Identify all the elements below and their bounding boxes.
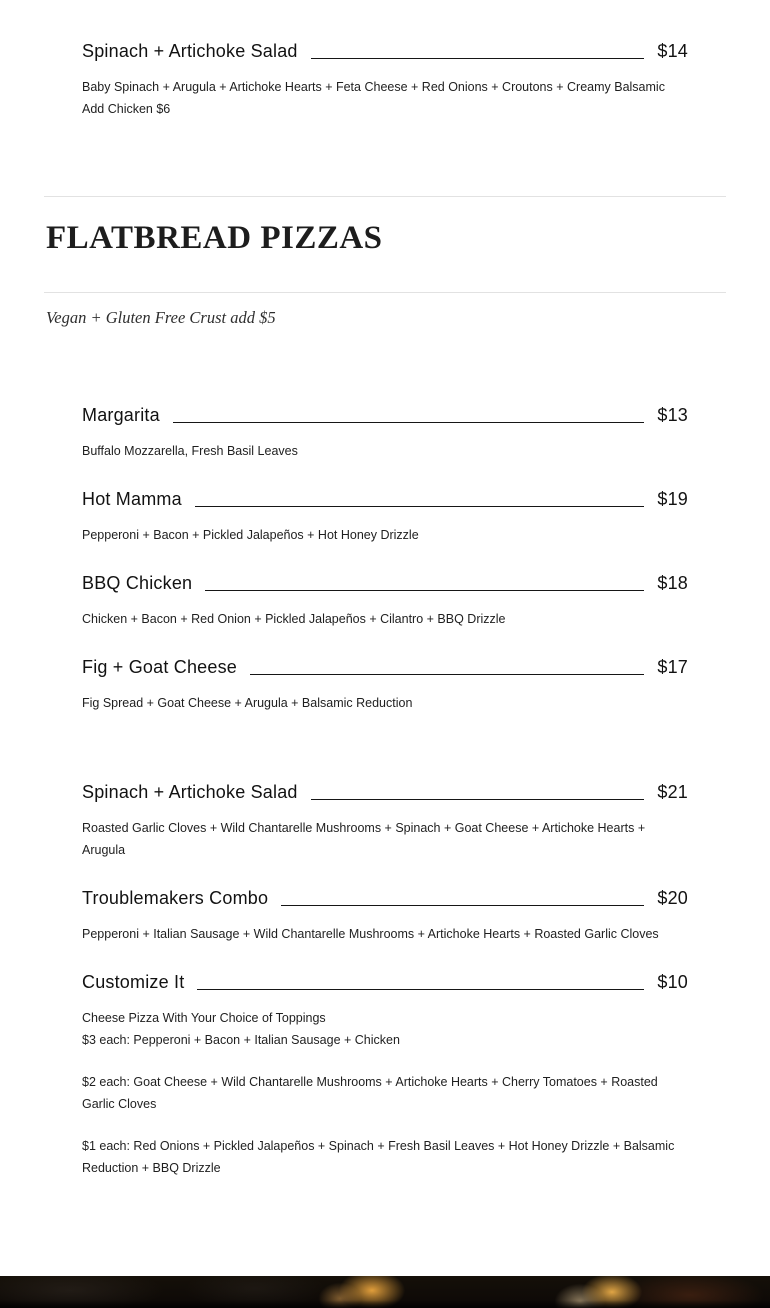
item-description	[82, 608, 682, 630]
menu-item-header	[82, 971, 688, 994]
item-description	[82, 1007, 682, 1179]
item-price: $21	[657, 782, 688, 802]
leader-line	[173, 422, 645, 423]
menu-item-header	[82, 656, 688, 679]
item-price: $17	[657, 657, 688, 677]
item-price: $10	[657, 972, 688, 992]
menu-item	[82, 40, 688, 120]
description-paragraph	[82, 76, 682, 120]
menu-item	[82, 781, 688, 861]
leader-line	[311, 799, 645, 800]
item-name: Hot Mamma	[82, 489, 182, 509]
description-line: Fig Spread + Goat Cheese + Arugula + Balsamic Reduction	[82, 696, 413, 710]
item-name: Troublemakers Combo	[82, 888, 269, 908]
menu-item-header	[82, 572, 688, 595]
item-price: $19	[657, 489, 688, 509]
item-description	[82, 923, 682, 945]
menu-item-header	[82, 404, 688, 427]
item-description	[82, 440, 682, 462]
item-name: Margarita	[82, 405, 160, 425]
description-line: $3 each: Pepperoni + Bacon + Italian Sausage + Chicken	[82, 1033, 400, 1047]
menu-item	[82, 971, 688, 1179]
flatbread-items-specialty	[82, 781, 726, 1179]
item-name: BBQ Chicken	[82, 573, 193, 593]
description-paragraph	[82, 1071, 682, 1115]
section-divider	[44, 196, 726, 197]
description-line: $2 each: Goat Cheese + Wild Chantarelle Mushrooms + Artichoke Hearts + Cherry Tomatoes + Roasted Garlic Cloves	[82, 1075, 658, 1111]
description-line: $1 each: Red Onions + Pickled Jalapeños + Spinach + Fresh Basil Leaves + Hot Honey Drizzle + Balsamic Reduction + BBQ Drizzle	[82, 1139, 675, 1175]
item-price: $13	[657, 405, 688, 425]
description-line: Roasted Garlic Cloves + Wild Chantarelle Mushrooms + Spinach + Goat Cheese + Artichoke Hearts + Arugula	[82, 821, 646, 857]
flatbread-items-main	[82, 404, 726, 714]
description-paragraph	[82, 524, 682, 546]
description-paragraph	[82, 692, 682, 714]
description-paragraph	[82, 923, 682, 945]
section-title: FLATBREAD PIZZAS	[46, 220, 383, 256]
item-description	[82, 817, 682, 861]
description-line: Baby Spinach + Arugula + Artichoke Hearts + Feta Cheese + Red Onions + Croutons + Creamy Balsamic	[82, 80, 665, 94]
item-price: $18	[657, 573, 688, 593]
menu-item	[82, 887, 688, 945]
description-paragraph	[82, 1007, 682, 1051]
item-description	[82, 692, 682, 714]
description-paragraph	[82, 440, 682, 462]
item-name: Spinach + Artichoke Salad	[82, 41, 298, 61]
description-paragraph	[82, 817, 682, 861]
description-paragraph	[82, 608, 682, 630]
menu-item-header	[82, 40, 688, 63]
menu-item	[82, 488, 688, 546]
leader-line	[195, 506, 645, 507]
description-line: Cheese Pizza With Your Choice of Toppings	[82, 1011, 326, 1025]
section-divider	[44, 292, 726, 293]
menu-item-header	[82, 488, 688, 511]
footer-photo-bokeh	[0, 1276, 770, 1308]
description-line: Pepperoni + Italian Sausage + Wild Chantarelle Mushrooms + Artichoke Hearts + Roasted Garlic Cloves	[82, 927, 659, 941]
leader-line	[311, 58, 645, 59]
leader-line	[250, 674, 644, 675]
menu-item-header	[82, 887, 688, 910]
item-description	[82, 76, 682, 120]
menu-item	[82, 656, 688, 714]
menu-item	[82, 404, 688, 462]
leader-line	[197, 989, 644, 990]
description-paragraph	[82, 1135, 682, 1179]
item-name: Spinach + Artichoke Salad	[82, 782, 298, 802]
description-line: Add Chicken $6	[82, 102, 171, 116]
leader-line	[281, 905, 644, 906]
description-line: Chicken + Bacon + Red Onion + Pickled Jalapeños + Cilantro + BBQ Drizzle	[82, 612, 506, 626]
menu-item	[82, 572, 688, 630]
section-note: Vegan + Gluten Free Crust add $5	[46, 308, 276, 327]
item-description	[82, 524, 682, 546]
description-line: Buffalo Mozzarella, Fresh Basil Leaves	[82, 444, 298, 458]
salads-section-items	[82, 40, 726, 120]
description-line: Pepperoni + Bacon + Pickled Jalapeños + Hot Honey Drizzle	[82, 528, 419, 542]
item-name: Fig + Goat Cheese	[82, 657, 237, 677]
item-price: $20	[657, 888, 688, 908]
leader-line	[205, 590, 644, 591]
item-name: Customize It	[82, 972, 185, 992]
menu-item-header	[82, 781, 688, 804]
item-price: $14	[657, 41, 688, 61]
